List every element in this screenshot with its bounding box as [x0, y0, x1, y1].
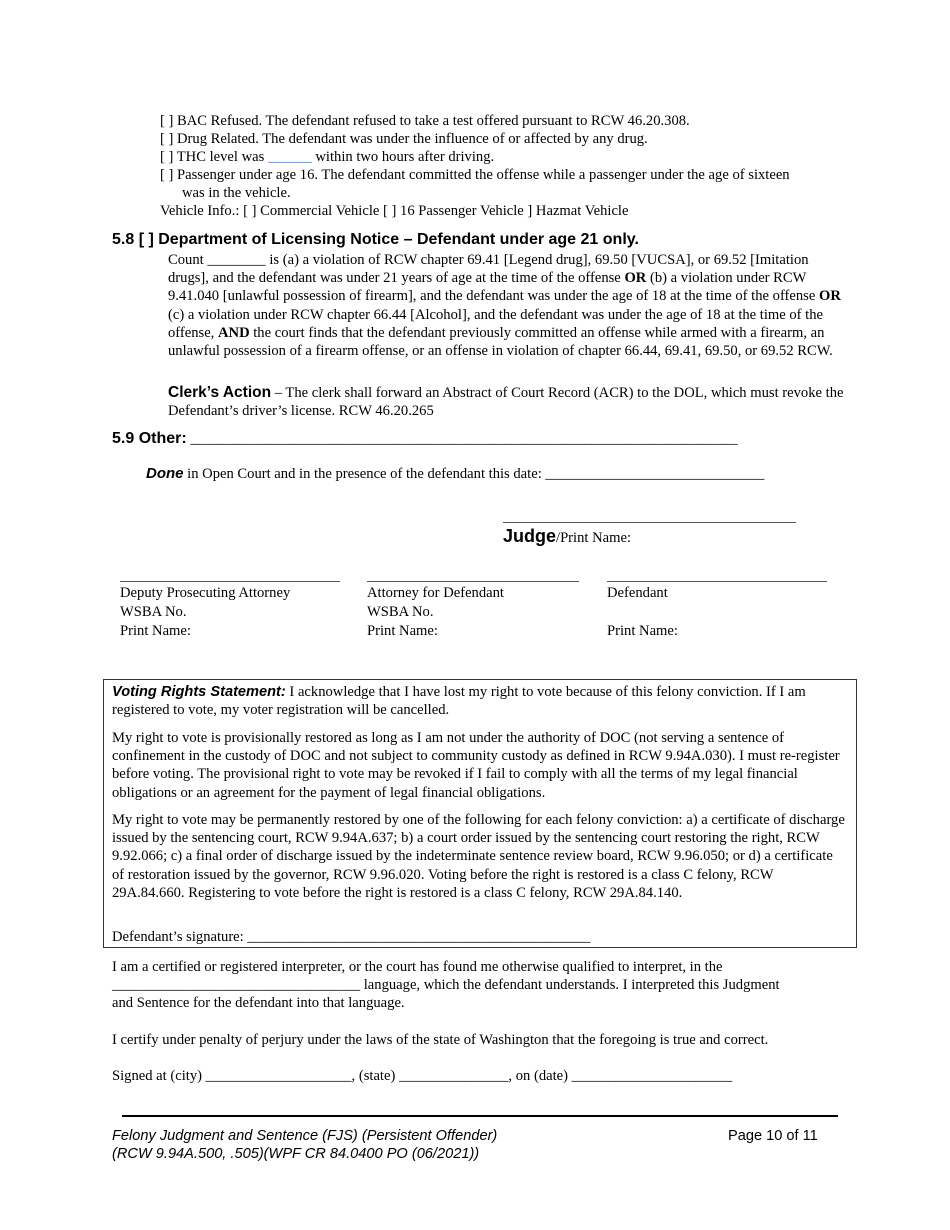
voting-rights-p3: My right to vote may be permanently restored by one of the following for each felony conviction: a) a certificate of discharge issued by the sentencing court, RCW 9.94A.637; b) a court order issued by the sentencing court restoring the right, RCW 9.92.066; c) a final order of discharge issued by the indeterminate sentence review board, RCW 9.96.050; or d) a certificate of restoration issued by the governor, RCW 9.96.020. Voting before the right is restored is a class C felony, RCW 29A.84.660. Registering to vote before the right is restored is a class C felony, RCW 29A.84.140. — [112, 812, 845, 901]
dol-or-1: OR — [624, 270, 647, 287]
dol-text-c: (c) a violation under RCW chapter 66.44 [Alcohol], and the defendant was under the age of 18 at the time of the offense, — [168, 306, 824, 341]
dol-text-d: the court finds that the defendant previously committed an offense while armed with a firearm, an unlawful possession of a firearm offense, or an offense in violation of chapter 66.44, 69.41, 69.50, or 69.52 RCW. — [168, 324, 833, 360]
vehicle-info-line[interactable]: Vehicle Info.: [ ] Commercial Vehicle [ ] 16 Passenger Vehicle ] Hazmat Vehicle — [160, 203, 629, 219]
dol-text-b: (b) a violation under RCW 9.41.040 [unlawful possession of firearm], and the defendant was under the age of 18 at the time of the offense — [168, 270, 819, 305]
footer-rule — [122, 1115, 838, 1117]
defense-signature-line[interactable] — [367, 581, 579, 582]
clerks-action-paragraph — [168, 384, 850, 420]
voting-rights-p1-text: I acknowledge that I have lost my right to vote because of this felony conviction. If I am registered to vote, my voter registration will be cancelled. — [112, 684, 806, 719]
done-line — [146, 465, 764, 483]
bac-refused-checkbox-line[interactable]: [ ] BAC Refused. The defendant refused to take a test offered pursuant to RCW 46.20.308. — [160, 113, 690, 129]
interpreter-line-1: I am a certified or registered interpreter, or the court has found me otherwise qualified to interpret, in the — [112, 959, 723, 975]
footer-form-title: Felony Judgment and Sentence (FJS) (Persistent Offender) — [112, 1128, 498, 1144]
defense-title: Attorney for Defendant — [367, 585, 504, 601]
defendant-print-name: Print Name: — [607, 623, 678, 639]
voting-rights-p2: My right to vote is provisionally restored as long as I am not under the authority of DOC (not serving a sentence of confinement in the custody of DOC and not subject to community custody as defined in RCW 9.94A.030). I must re-register before voting. The provisional right to vote may be revoked if I fail to comply with all the terms of my legal financial obligations or an agreement for the payment of legal financial obligations. — [112, 730, 840, 801]
section-5-9-line — [112, 430, 738, 448]
section-5-9-heading: 5.9 Other: — [112, 430, 187, 447]
voting-rights-p1 — [112, 683, 848, 719]
dol-text-a: Count ________ is (a) a violation of RCW chapter 69.41 [Legend drug], 69.50 [VUCSA], or 69.52 [Imitation drugs], and the defendant was under 21 years of age at the time of the offense — [168, 252, 809, 287]
defense-wsba: WSBA No. — [367, 604, 434, 620]
footer-form-citation: (RCW 9.94A.500, .505)(WPF CR 84.0400 PO (06/2021)) — [112, 1146, 480, 1162]
signed-at-line[interactable]: Signed at (city) ____________________, (state) _______________, on (date) ______________________ — [112, 1068, 733, 1084]
defendant-signature-field[interactable]: Defendant’s signature: _______________________________________________ — [112, 929, 591, 945]
drug-related-checkbox-line[interactable]: [ ] Drug Related. The defendant was under the influence of or affected by any drug. — [160, 131, 648, 147]
section-5-8-heading: 5.8 [ ] Department of Licensing Notice – Defendant under age 21 only. — [112, 231, 639, 248]
defense-print-name: Print Name: — [367, 623, 438, 639]
judge-signature-line[interactable] — [503, 522, 796, 523]
thc-level-checkbox-line[interactable] — [160, 149, 494, 166]
interpreter-language-field[interactable]: __________________________________ language, which the defendant understands. I interpreted this Judgment — [112, 977, 780, 993]
page-number: Page 10 of 11 — [728, 1128, 818, 1144]
prosecutor-print-name: Print Name: — [120, 623, 191, 639]
done-text[interactable]: in Open Court and in the presence of the defendant this date: ______________________________ — [183, 466, 765, 482]
passenger-checkbox-line-cont: was in the vehicle. — [182, 185, 291, 201]
passenger-checkbox-line[interactable]: [ ] Passenger under age 16. The defendant committed the offense while a passenger under the age of sixteen — [160, 167, 790, 183]
judge-label: Judge — [503, 526, 557, 546]
done-label: Done — [146, 465, 184, 482]
clerks-action-text: – The clerk shall forward an Abstract of Court Record (ACR) to the DOL, which must revoke the Defendant’s driver’s license. RCW 46.20.265 — [168, 385, 844, 420]
thc-suffix: within two hours after driving. — [315, 149, 495, 165]
prosecutor-wsba: WSBA No. — [120, 604, 187, 620]
defendant-title: Defendant — [607, 585, 668, 601]
thc-label: [ ] THC level was — [160, 149, 265, 165]
dol-or-2: OR — [818, 288, 841, 305]
clerks-action-label: Clerk’s Action — [168, 384, 272, 401]
interpreter-line-3: and Sentence for the defendant into that language. — [112, 995, 405, 1011]
judge-print-name: /Print Name: — [556, 530, 632, 546]
dol-notice-paragraph — [168, 251, 850, 360]
other-field[interactable]: ___________________________________________________________________________ — [190, 431, 738, 447]
perjury-certification: I certify under penalty of perjury under the laws of the state of Washington that the foregoing is true and correct. — [112, 1032, 769, 1048]
voting-rights-label: Voting Rights Statement: — [112, 684, 286, 700]
defendant-signature-line[interactable] — [607, 581, 827, 582]
judge-label-line — [503, 526, 631, 547]
prosecutor-title: Deputy Prosecuting Attorney — [120, 585, 291, 601]
thc-level-field[interactable]: ______ — [267, 149, 312, 165]
prosecutor-signature-line[interactable] — [120, 581, 340, 582]
dol-and: AND — [217, 324, 250, 341]
